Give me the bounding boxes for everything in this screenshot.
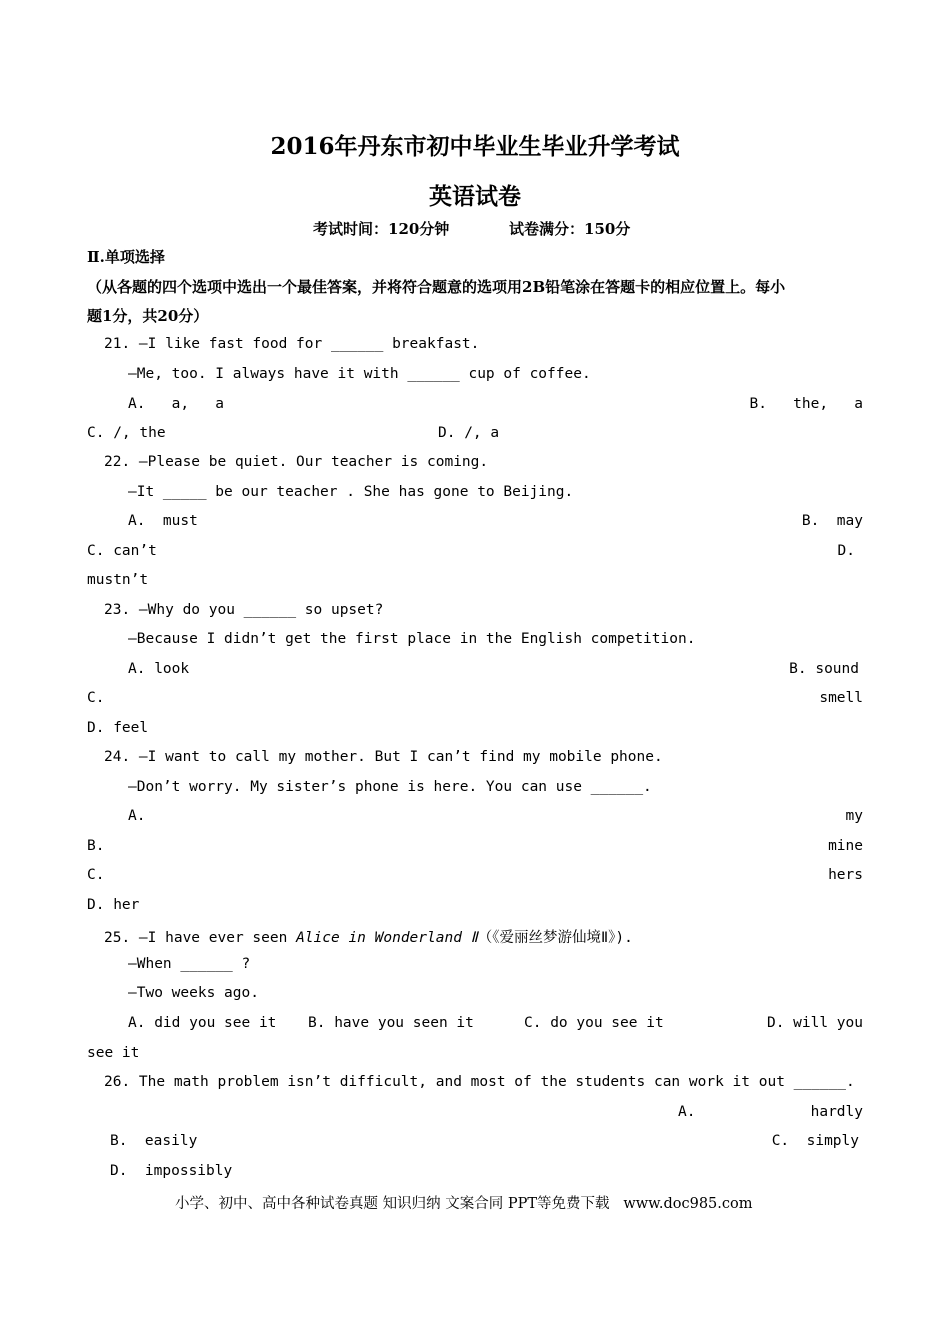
q21-option-c: C. /, the [87, 425, 166, 441]
q25-answer: —Two weeks ago. [128, 985, 259, 1001]
q26-option-c: C. simply [771, 1133, 859, 1149]
q25-option-a: A. did you see it [128, 1015, 277, 1031]
q25-reply: —When ______ ? [128, 956, 251, 972]
q25-option-b: B. have you seen it [308, 1015, 474, 1031]
q24-option-b-label: B. [87, 838, 105, 854]
q22-reply: —It _____ be our teacher . She has gone to Beijing. [128, 484, 574, 500]
q25-prompt-lead: 25. —I have ever seen [104, 930, 297, 946]
q21-option-a: A. a, a [128, 396, 225, 412]
exam-subtitle: 英语试卷 [429, 183, 521, 210]
q24-option-d: D. her [87, 897, 140, 913]
q25-option-d: D. will you [766, 1015, 863, 1031]
q24-option-c-text: hers [828, 867, 863, 883]
q25-prompt [104, 926, 633, 947]
q21-reply: —Me, too. I always have it with ______ cup of coffee. [128, 366, 591, 382]
q26-prompt: 26. The math problem isn’t difficult, and most of the students can work it out ______. [104, 1074, 855, 1090]
q21-prompt: 21. —I like fast food for ______ breakfast. [104, 336, 480, 352]
q23-option-b: B. sound [789, 661, 859, 677]
q23-option-c-text: smell [819, 690, 863, 706]
exam-score: 试卷满分：150分 [509, 220, 631, 238]
q24-option-b-text: mine [828, 838, 863, 854]
q22-option-d-text: mustn’t [87, 572, 149, 588]
q24-prompt: 24. —I want to call my mother. But I can’t find my mobile phone. [104, 749, 663, 765]
q25-option-d-continued: see it [87, 1045, 140, 1061]
q23-reply: —Because I didn’t get the first place in the English competition. [128, 631, 696, 647]
q23-prompt: 23. —Why do you ______ so upset? [104, 602, 384, 618]
footer-note: 小学、初中、高中各种试卷真题 知识归纳 文案合同 PPT等免费下载 www.doc985.com [175, 1196, 753, 1212]
section-instruction-line2: 题1分，共20分） [87, 307, 209, 325]
q26-option-b: B. easily [110, 1133, 198, 1149]
q22-option-c: C. can’t [87, 543, 157, 559]
section-heading: Ⅱ.单项选择 [87, 248, 165, 266]
q24-option-a-text: my [845, 808, 863, 824]
q26-option-d: D. impossibly [110, 1163, 233, 1179]
q21-option-b: B. the, a [749, 396, 863, 412]
q26-option-a-text: hardly [810, 1104, 863, 1120]
exam-time: 考试时间：120分钟 [313, 220, 450, 238]
q22-prompt: 22. —Please be quiet. Our teacher is coming. [104, 454, 489, 470]
q23-option-a: A. look [128, 661, 190, 677]
q25-prompt-tail: （《爱丽丝梦游仙境Ⅱ》). [477, 930, 633, 946]
q21-option-d: D. /, a [438, 425, 500, 441]
q25-option-c: C. do you see it [524, 1015, 664, 1031]
q26-option-a-label: A. [678, 1104, 696, 1120]
q24-option-c-label: C. [87, 867, 105, 883]
q24-option-a-label: A. [128, 808, 146, 824]
q22-option-a: A. must [128, 513, 198, 529]
section-instruction-line1: （从各题的四个选项中选出一个最佳答案，并将符合题意的选项用2B铅笔涂在答题卡的相应位置上。每小 [87, 278, 786, 296]
q22-option-b: B. may [801, 513, 863, 529]
q22-option-d-label: D. [837, 543, 855, 559]
q23-option-c-label: C. [87, 690, 105, 706]
q24-reply: —Don’t worry. My sister’s phone is here. You can use ______. [128, 779, 652, 795]
q25-movie-title: Alice in Wonderland Ⅱ [296, 930, 478, 946]
q23-option-d: D. feel [87, 720, 149, 736]
exam-title: 2016年丹东市初中毕业生毕业升学考试 [270, 133, 680, 160]
